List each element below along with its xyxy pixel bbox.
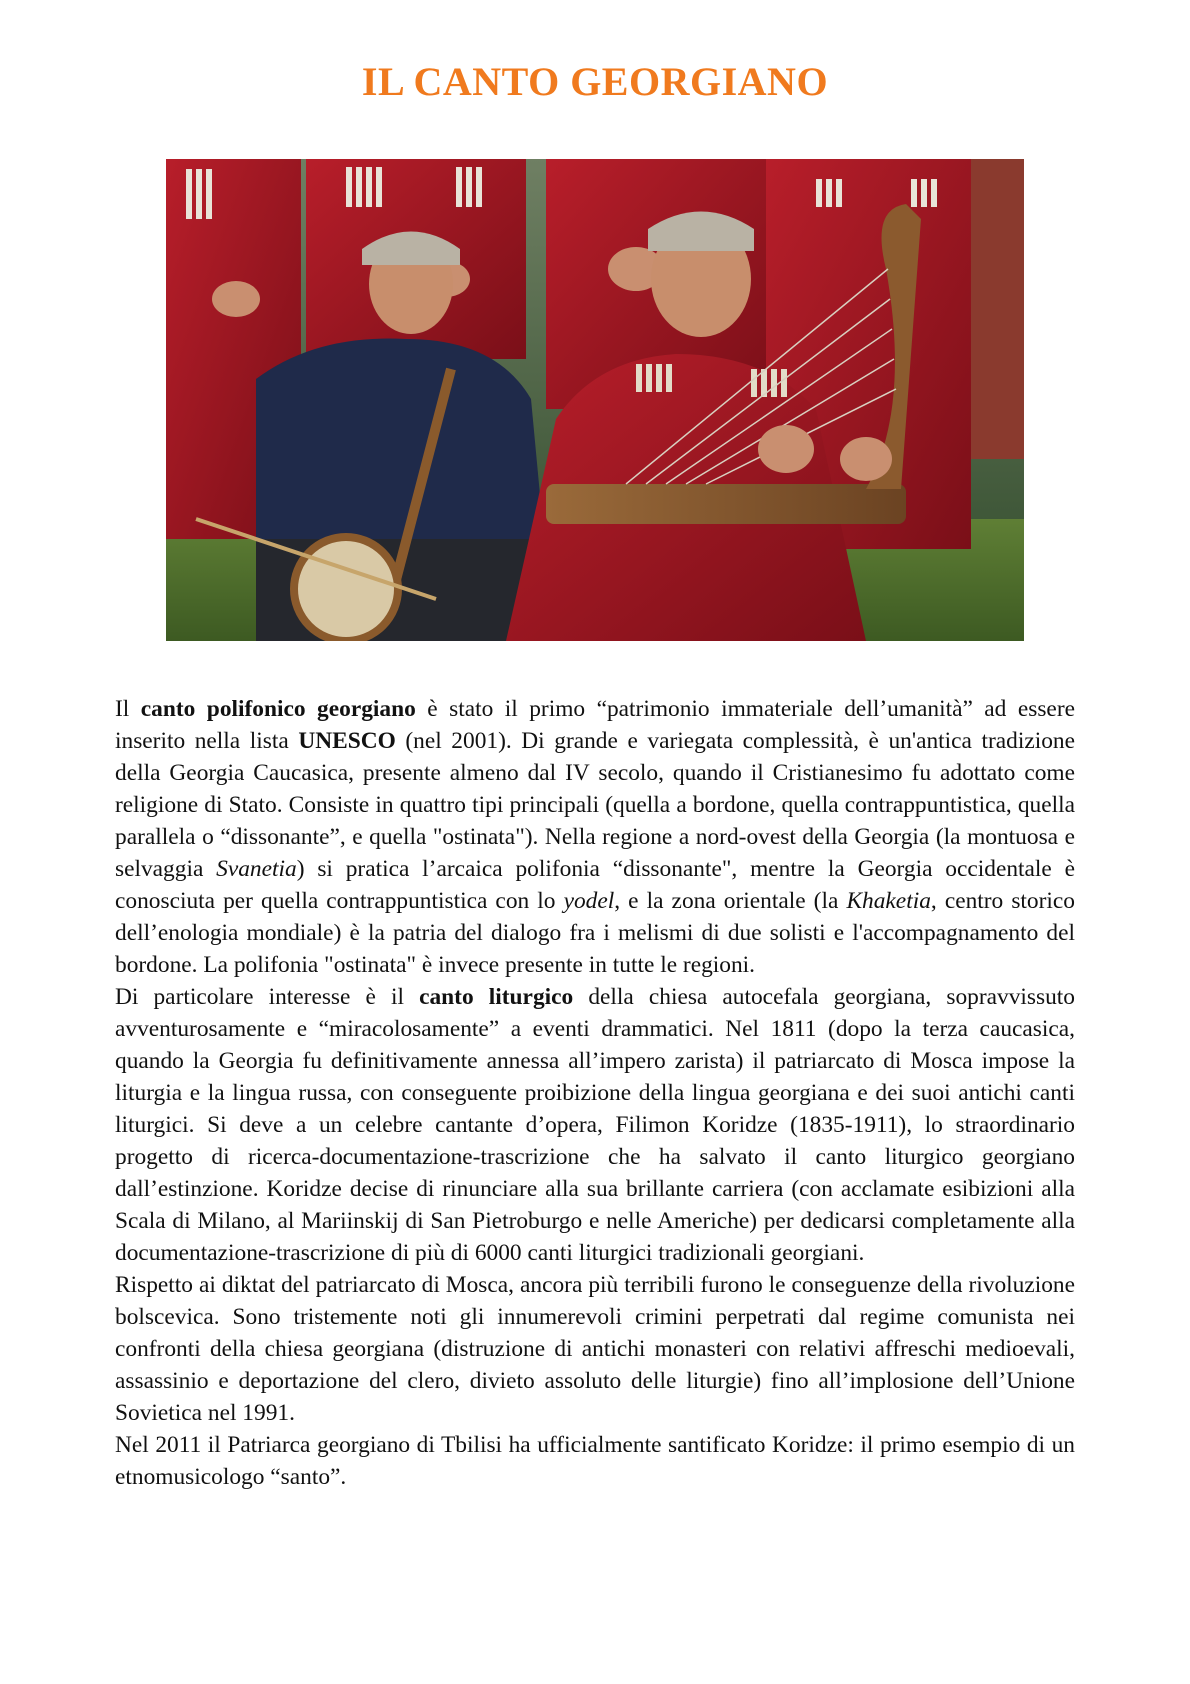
- paragraph: [115, 981, 1075, 1269]
- text-run: , e la zona orientale (la: [614, 888, 847, 914]
- italic-text: Khaketia: [846, 888, 931, 914]
- text-run: Nel 2011 il Patriarca georgiano di Tbilisi ha ufficialmente santificato Koridze: il primo esempio di un etnomusicologo “santo”.: [115, 1432, 1075, 1490]
- text-run: Di particolare interesse è il: [115, 984, 420, 1010]
- italic-text: Svanetia: [216, 856, 297, 882]
- bold-text: canto polifonico georgiano: [140, 696, 416, 722]
- italic-text: yodel: [563, 888, 615, 914]
- paragraph: [115, 693, 1075, 981]
- text-run: (nel 2001). Di grande e variegata complessità, è un'antica tradizione della Georgia Caucasica, presente almeno dal IV secolo, quando il Cristianesimo fu adottato come religione di Stato. Consiste in quattro tipi principali (quella a bordone, quella contrappuntistica, quella parallela o “dissonante”, e quella "ostinata"). Nella regione a nord-ovest della Georgia (la montuosa e selvaggia: [115, 728, 1076, 882]
- bold-text: canto liturgico: [419, 984, 574, 1010]
- text-run: è stato il primo “patrimonio immateriale dell’umanità” ad essere inserito nella lista: [115, 696, 1075, 754]
- page-title: IL CANTO GEORGIANO: [361, 59, 829, 104]
- paragraph: [115, 1269, 1075, 1429]
- text-run: Rispetto ai diktat del patriarcato di Mosca, ancora più terribili furono le conseguenze della rivoluzione bolscevica. Sono tristemente noti gli innumerevoli crimini perpetrati dal regime comunista nei confronti della chiesa georgiana (distruzione di antichi monasteri con relativi affreschi medioevali, assassinio e deportazione del clero, divieto assoluto delle liturgie) fino all’implosione dell’Unione Sovietica nel 1991.: [115, 1272, 1075, 1426]
- body-text: [115, 693, 1075, 1493]
- text-run: ) si pratica l’arcaica polifonia “dissonante", mentre la Georgia occidentale è conosciuta per quella contrappuntistica con lo: [115, 856, 1075, 914]
- text-run: , centro storico dell’enologia mondiale) è la patria del dialogo fra i melismi di due solisti e l'accompagnamento del bordone. La polifonia "ostinata" è invece presente in tutte le regioni.: [115, 888, 1075, 978]
- photo-georgian-musicians: [166, 159, 1024, 641]
- bold-text: UNESCO: [298, 728, 396, 754]
- text-run: della chiesa autocefala georgiana, sopravvissuto avventurosamente e “miracolosamente” a eventi drammatici. Nel 1811 (dopo la terza caucasica, quando la Georgia fu definitivamente annessa all’impero zarista) il patriarcato di Mosca impose la liturgia e la lingua russa, con conseguente proibizione della lingua georgiana e dei suoi antichi canti liturgici. Si deve a un celebre cantante d’opera, Filimon Koridze (1835-1911), lo straordinario progetto di ricerca-documentazione-trascrizione che ha salvato il canto liturgico georgiano dall’estinzione. Koridze decise di rinunciare alla sua brillante carriera (con acclamate esibizioni alla Scala di Milano, al Mariinskij di San Pietroburgo e nelle Americhe) per dedicarsi completamente alla documentazione-trascrizione di più di 6000 canti liturgici tradizionali georgiani.: [115, 984, 1075, 1266]
- text-run: Il: [115, 696, 141, 722]
- paragraph: [115, 1429, 1075, 1493]
